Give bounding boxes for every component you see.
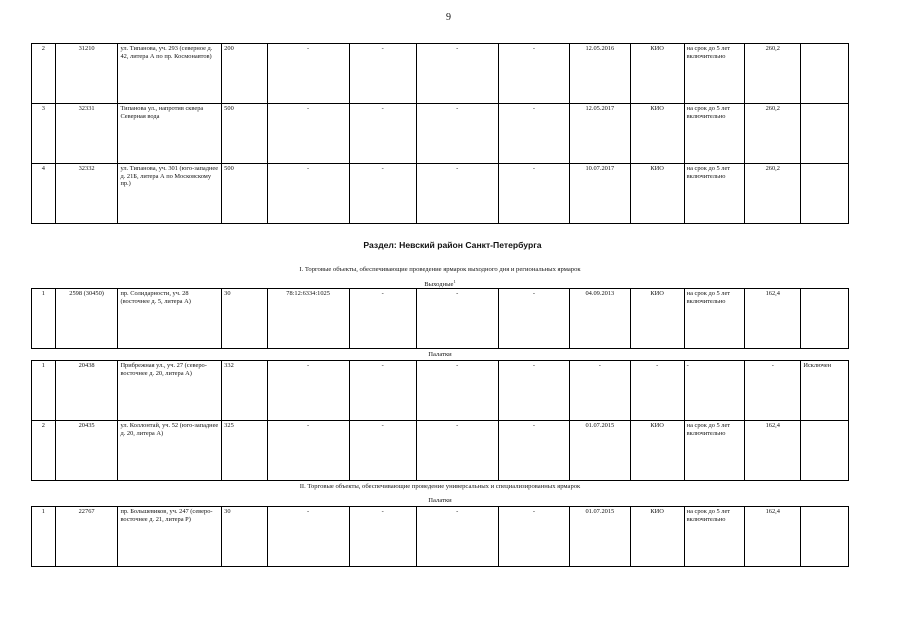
cell-rate: 162,4: [745, 507, 801, 567]
cell-rate: -: [745, 361, 801, 421]
cell-address: пр. Большевиков, уч. 247 (северо-восточнее д. 21, литера Р): [118, 507, 222, 567]
table-row: [32, 104, 849, 164]
cell-org: КИО: [630, 44, 684, 104]
cell-rate: 162,4: [745, 289, 801, 349]
group-label-palatki-2: Палатки: [428, 497, 452, 504]
cell-term: -: [684, 361, 745, 421]
cell-c5: -: [267, 104, 349, 164]
cell-date: 01.07.2015: [570, 421, 631, 481]
objects-table-palatki-2: [31, 506, 849, 567]
cell-area: 325: [222, 421, 267, 481]
cell-note: [801, 44, 849, 104]
cell-c6: -: [349, 507, 416, 567]
cell-num: 1: [32, 361, 56, 421]
cell-term: на срок до 5 лет включительно: [684, 421, 745, 481]
cell-code: 20435: [55, 421, 118, 481]
footnote-mark: 1: [453, 279, 456, 284]
cell-address: ул. Типанова, уч. 293 (северное д. 42, литера А по пр. Космонавтов): [118, 44, 222, 104]
cell-num: 1: [32, 507, 56, 567]
cell-c6: -: [349, 421, 416, 481]
cell-address: ул. Типанова, уч. 301 (юго-западнее д. 21Б, литера А по Московскому пр.): [118, 164, 222, 224]
part1-caption: I. Торговые объекты, обеспечивающие проведение ярмарок выходного дня и региональных ярмарок: [299, 266, 581, 273]
table-row: [32, 164, 849, 224]
cell-date: 12.05.2017: [570, 104, 631, 164]
cell-c8: -: [498, 361, 569, 421]
cell-c8: -: [498, 44, 569, 104]
cell-c6: -: [349, 289, 416, 349]
cell-org: КИО: [630, 104, 684, 164]
cell-c8: -: [498, 421, 569, 481]
cell-address: Прибрежная ул., уч. 27 (северо-восточнее д. 20, литера А): [118, 361, 222, 421]
objects-table-palatki-1: [31, 360, 849, 481]
cell-c6: -: [349, 44, 416, 104]
cell-rate: 260,2: [745, 164, 801, 224]
cell-area: 30: [222, 289, 267, 349]
cell-c5: -: [267, 44, 349, 104]
cell-c7: -: [416, 164, 498, 224]
cell-code: 31210: [55, 44, 118, 104]
cell-code: 2598 (30450): [55, 289, 118, 349]
cell-c8: -: [498, 507, 569, 567]
objects-table-top: [31, 43, 849, 224]
cell-note: [801, 507, 849, 567]
cell-code: 20438: [55, 361, 118, 421]
cell-c5: -: [267, 361, 349, 421]
cell-c7: -: [416, 421, 498, 481]
cell-address: пр. Солидарности, уч. 28 (восточнее д. 5, литера А): [118, 289, 222, 349]
cell-org: КИО: [630, 289, 684, 349]
cell-c8: -: [498, 164, 569, 224]
cell-area: 500: [222, 164, 267, 224]
cell-term: на срок до 5 лет включительно: [684, 289, 745, 349]
cell-date: -: [570, 361, 631, 421]
cell-term: на срок до 5 лет включительно: [684, 507, 745, 567]
cell-rate: 162,4: [745, 421, 801, 481]
cell-address: ул. Коллонтай, уч. 52 (юго-западнее д. 20, литера А): [118, 421, 222, 481]
cell-code: 32332: [55, 164, 118, 224]
cell-term: на срок до 5 лет включительно: [684, 164, 745, 224]
cell-date: 12.05.2016: [570, 44, 631, 104]
table-row: [32, 361, 849, 421]
cell-date: 10.07.2017: [570, 164, 631, 224]
cell-num: 2: [32, 44, 56, 104]
cell-c8: -: [498, 289, 569, 349]
cell-c7: -: [416, 289, 498, 349]
cell-c7: -: [416, 44, 498, 104]
cell-org: КИО: [630, 164, 684, 224]
cell-rate: 260,2: [745, 44, 801, 104]
cell-term: на срок до 5 лет включительно: [684, 44, 745, 104]
cell-note: [801, 164, 849, 224]
cell-c6: -: [349, 361, 416, 421]
cell-rate: 260,2: [745, 104, 801, 164]
cell-num: 3: [32, 104, 56, 164]
cell-num: 4: [32, 164, 56, 224]
section-title: Раздел: Невский район Санкт-Петербурга: [363, 240, 542, 250]
cell-area: 332: [222, 361, 267, 421]
cell-c7: -: [416, 104, 498, 164]
cell-address: Типанова ул., напротив сквера Северная вода: [118, 104, 222, 164]
cell-num: 1: [32, 289, 56, 349]
cell-date: 04.09.2013: [570, 289, 631, 349]
cell-c7: -: [416, 361, 498, 421]
cell-c8: -: [498, 104, 569, 164]
cell-c7: -: [416, 507, 498, 567]
cell-term: на срок до 5 лет включительно: [684, 104, 745, 164]
cell-area: 500: [222, 104, 267, 164]
group-label-palatki-1: Палатки: [428, 351, 452, 358]
cell-org: КИО: [630, 421, 684, 481]
group-label-vykhodnye: Выходные$^1$: [424, 279, 456, 289]
cell-note: [801, 104, 849, 164]
cell-c5: 78:12:6334:1025: [267, 289, 349, 349]
cell-c5: -: [267, 164, 349, 224]
cell-org: -: [630, 361, 684, 421]
table-row: [32, 289, 849, 349]
cell-c5: -: [267, 507, 349, 567]
cell-code: 32331: [55, 104, 118, 164]
cell-note: [801, 421, 849, 481]
cell-area: 30: [222, 507, 267, 567]
table-row: [32, 44, 849, 104]
cell-c5: -: [267, 421, 349, 481]
cell-org: КИО: [630, 507, 684, 567]
part2-caption: II. Торговые объекты, обеспечивающие проведение универсальных и специализированных ярмарок: [299, 483, 581, 490]
cell-area: 200: [222, 44, 267, 104]
cell-num: 2: [32, 421, 56, 481]
cell-code: 22767: [55, 507, 118, 567]
cell-note: Исключен: [801, 361, 849, 421]
cell-date: 01.07.2015: [570, 507, 631, 567]
objects-table-vykhodnye: [31, 288, 849, 349]
page-number: 9: [446, 12, 451, 23]
cell-c6: -: [349, 104, 416, 164]
cell-note: [801, 289, 849, 349]
cell-c6: -: [349, 164, 416, 224]
table-row: [32, 507, 849, 567]
table-row: [32, 421, 849, 481]
